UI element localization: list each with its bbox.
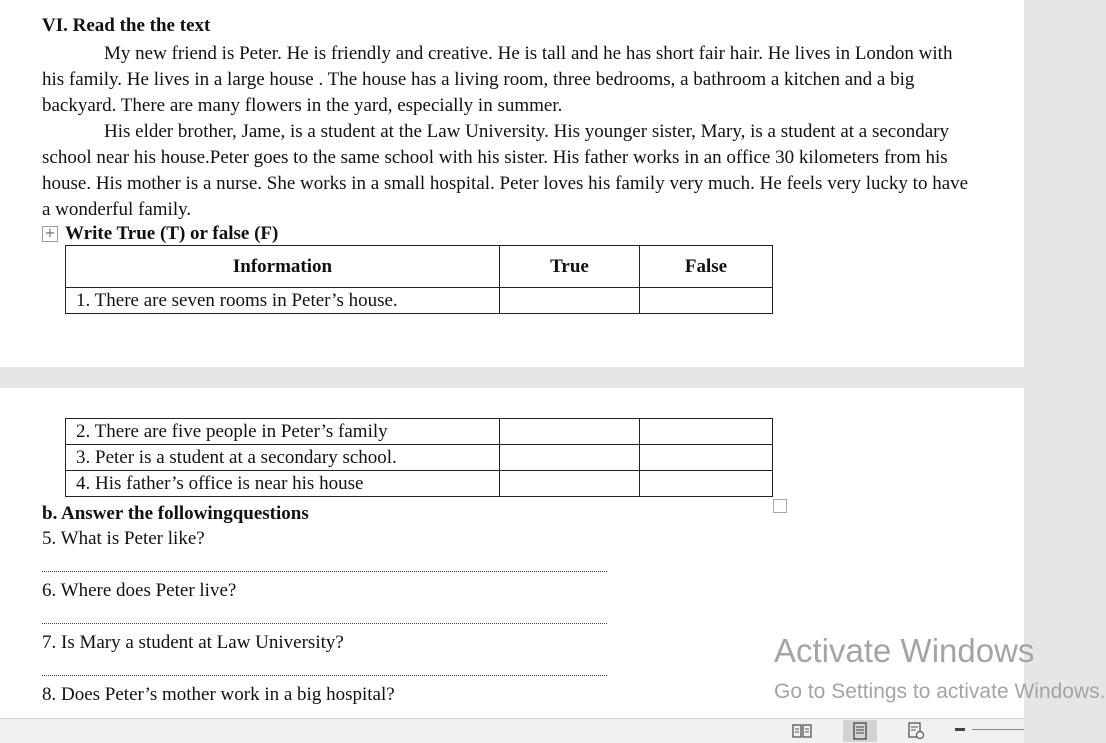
activation-watermark-title: Activate Windows [774,632,1035,669]
true-answer-cell[interactable] [500,445,640,471]
column-header-false: False [640,246,773,288]
question-8: 8. Does Peter’s mother work in a big hospital? [42,684,395,705]
table-resize-handle[interactable] [773,499,787,513]
question-5: 5. What is Peter like? [42,528,205,549]
true-answer-cell[interactable] [500,288,640,314]
answer-line-5[interactable] [42,571,607,572]
statement-cell: 2. There are five people in Peter’s family [66,419,500,445]
question-7: 7. Is Mary a student at Law University? [42,632,344,653]
true-answer-cell[interactable] [500,419,640,445]
reading-paragraph-1: My new friend is Peter. He is friendly and creative. He is tall and he has short fair hair. He lives in London with his family. He lives in a large house . The house has a living room, three bedrooms, a bathroom a kitchen and a big backyard. There are many flowers in the yard, especially in summer. [42,43,953,116]
reading-paragraph-2: His elder brother, Jame, is a student at the Law University. His younger sister, Mary, is a student at a secondary school near his house.Peter goes to the same school with his sister. His father works in an office 30 kilometers from his house. His mother is a nurse. She works in a small hospital. Peter loves his family very much. He feels very lucky to have a wonderful family. [42,121,969,220]
column-header-information: Information [66,246,500,288]
table-move-handle-icon[interactable]: + [42,226,58,242]
zoom-out-button[interactable] [955,728,965,731]
question-6: 6. Where does Peter live? [42,580,237,601]
statement-cell: 4. His father’s office is near his house [66,471,500,497]
table-row [66,471,773,497]
answer-section-title: b. Answer the followingquestions [42,503,309,524]
web-layout-icon[interactable] [901,720,931,742]
statement-cell: 3. Peter is a student at a secondary school. [66,445,500,471]
table-row [66,419,773,445]
false-answer-cell[interactable] [640,471,773,497]
false-answer-cell[interactable] [640,288,773,314]
false-answer-cell[interactable] [640,419,773,445]
true-answer-cell[interactable] [500,471,640,497]
status-bar [0,718,1024,743]
section-heading: VI. Read the the text [42,15,211,36]
print-layout-icon[interactable] [843,720,877,742]
read-mode-icon[interactable] [787,720,817,742]
activation-watermark-subtitle: Go to Settings to activate Windows. [774,680,1106,703]
column-header-true: True [500,246,640,288]
zoom-slider[interactable] [972,729,1024,730]
true-false-table-part-2 [65,418,773,497]
answer-line-6[interactable] [42,623,607,624]
table-row [66,445,773,471]
answer-line-7[interactable] [42,675,607,676]
true-false-title: Write True (T) or false (F) [65,223,279,244]
statement-cell: 1. There are seven rooms in Peter’s house. [66,288,500,314]
true-false-table-part-1 [65,245,773,314]
document-page-1 [0,0,1024,367]
table-row [66,288,773,314]
false-answer-cell[interactable] [640,445,773,471]
